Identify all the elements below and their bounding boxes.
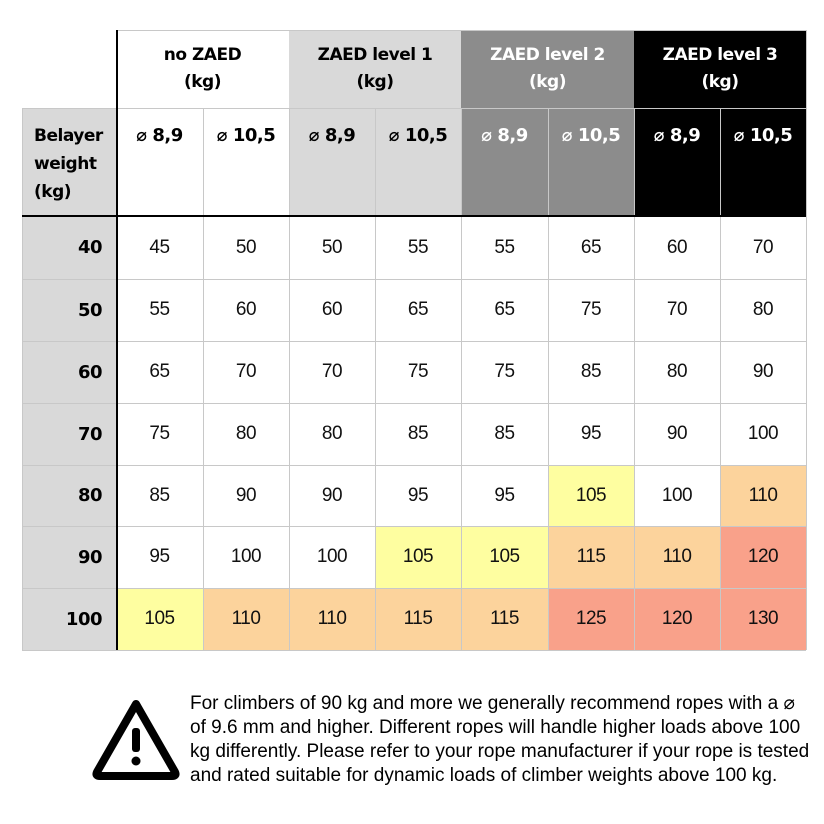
rope-load-cell: 100 bbox=[720, 403, 806, 465]
rope-load-cell: 80 bbox=[203, 403, 289, 465]
rope-load-cell: 110 bbox=[720, 465, 806, 526]
belayer-weight-value: 40 bbox=[22, 216, 116, 279]
rope-load-cell: 115 bbox=[461, 588, 548, 650]
level-header: ZAED level 1 (kg) bbox=[289, 30, 461, 108]
diameter-header: ⌀ 10,5 bbox=[548, 108, 634, 216]
grid-line bbox=[22, 465, 806, 466]
grid-line bbox=[22, 650, 806, 651]
rope-load-cell: 105 bbox=[375, 526, 461, 588]
grid-line bbox=[289, 216, 290, 650]
rope-load-cell: 65 bbox=[461, 279, 548, 341]
rope-load-cell: 90 bbox=[289, 465, 375, 526]
rope-load-cell: 95 bbox=[375, 465, 461, 526]
rope-load-cell: 60 bbox=[203, 279, 289, 341]
rope-load-cell: 60 bbox=[634, 216, 720, 279]
rope-load-cell: 65 bbox=[375, 279, 461, 341]
rope-load-cell: 105 bbox=[461, 526, 548, 588]
grid-line bbox=[203, 216, 204, 650]
grid-line bbox=[806, 30, 807, 650]
rope-load-cell: 110 bbox=[634, 526, 720, 588]
grid-line bbox=[548, 216, 549, 650]
rope-load-cell: 95 bbox=[461, 465, 548, 526]
rope-load-cell: 100 bbox=[289, 526, 375, 588]
rope-load-cell: 65 bbox=[548, 216, 634, 279]
diameter-header: ⌀ 8,9 bbox=[634, 108, 720, 216]
rope-load-cell: 85 bbox=[548, 341, 634, 403]
rope-load-cell: 95 bbox=[116, 526, 203, 588]
rope-load-cell: 115 bbox=[548, 526, 634, 588]
belayer-weight-value: 90 bbox=[22, 526, 116, 588]
diameter-header: ⌀ 8,9 bbox=[289, 108, 375, 216]
grid-line bbox=[116, 108, 806, 109]
rope-load-cell: 80 bbox=[634, 341, 720, 403]
rope-load-cell: 70 bbox=[634, 279, 720, 341]
rope-load-cell: 75 bbox=[375, 341, 461, 403]
grid-line bbox=[22, 526, 806, 527]
rope-load-cell: 85 bbox=[375, 403, 461, 465]
grid-line bbox=[461, 216, 462, 650]
diameter-header: ⌀ 10,5 bbox=[375, 108, 461, 216]
rope-load-cell: 75 bbox=[548, 279, 634, 341]
rope-load-cell: 130 bbox=[720, 588, 806, 650]
grid-line bbox=[22, 108, 23, 650]
grid-line bbox=[22, 341, 806, 342]
grid-line bbox=[548, 108, 549, 216]
rope-load-cell: 85 bbox=[116, 465, 203, 526]
belayer-weight-value: 100 bbox=[22, 588, 116, 650]
grid-line bbox=[116, 30, 118, 650]
rope-load-cell: 90 bbox=[634, 403, 720, 465]
rope-load-cell: 50 bbox=[203, 216, 289, 279]
level-header: no ZAED (kg) bbox=[116, 30, 289, 108]
belayer-weight-header: Belayer weight (kg) bbox=[22, 108, 116, 216]
rope-load-cell: 60 bbox=[289, 279, 375, 341]
rope-load-cell: 120 bbox=[634, 588, 720, 650]
rope-load-cell: 80 bbox=[289, 403, 375, 465]
rope-load-cell: 100 bbox=[203, 526, 289, 588]
rope-load-cell: 70 bbox=[289, 341, 375, 403]
grid-line bbox=[22, 403, 806, 404]
advisory-note: For climbers of 90 kg and more we generally recommend ropes with a ⌀ of 9.6 mm and higher. Different ropes will handle higher loads above 100 kg differently. Please refer to your rope manufacturer if your rope is tested and rated suitable for dynamic loads of climber weights above 100 kg. bbox=[190, 693, 810, 786]
rope-load-cell: 90 bbox=[203, 465, 289, 526]
warning-triangle-icon bbox=[92, 698, 180, 780]
rope-load-cell: 65 bbox=[116, 341, 203, 403]
rope-load-cell: 100 bbox=[634, 465, 720, 526]
diameter-header: ⌀ 8,9 bbox=[116, 108, 203, 216]
level-header: ZAED level 3 (kg) bbox=[634, 30, 806, 108]
rope-load-cell: 75 bbox=[461, 341, 548, 403]
grid-line bbox=[116, 30, 806, 31]
rope-load-cell: 120 bbox=[720, 526, 806, 588]
rope-load-cell: 115 bbox=[375, 588, 461, 650]
rope-load-cell: 70 bbox=[203, 341, 289, 403]
rope-load-cell: 80 bbox=[720, 279, 806, 341]
grid-line bbox=[203, 108, 204, 216]
belayer-weight-value: 60 bbox=[22, 341, 116, 403]
diameter-header: ⌀ 8,9 bbox=[461, 108, 548, 216]
rope-load-cell: 125 bbox=[548, 588, 634, 650]
grid-line bbox=[375, 216, 376, 650]
belayer-weight-value: 50 bbox=[22, 279, 116, 341]
rope-load-cell: 105 bbox=[116, 588, 203, 650]
grid-line bbox=[720, 216, 721, 650]
rope-load-cell: 110 bbox=[203, 588, 289, 650]
rope-load-cell: 55 bbox=[375, 216, 461, 279]
rope-load-cell: 110 bbox=[289, 588, 375, 650]
grid-line bbox=[22, 279, 806, 280]
grid-line bbox=[22, 588, 806, 589]
grid-line bbox=[22, 215, 806, 217]
rope-load-cell: 90 bbox=[720, 341, 806, 403]
grid-line bbox=[461, 108, 462, 216]
rope-load-cell: 70 bbox=[720, 216, 806, 279]
grid-line bbox=[634, 108, 635, 216]
belayer-weight-value: 70 bbox=[22, 403, 116, 465]
rope-load-cell: 50 bbox=[289, 216, 375, 279]
rope-load-cell: 55 bbox=[461, 216, 548, 279]
belayer-weight-value: 80 bbox=[22, 465, 116, 526]
level-header: ZAED level 2 (kg) bbox=[461, 30, 634, 108]
grid-line bbox=[720, 108, 721, 216]
rope-load-cell: 85 bbox=[461, 403, 548, 465]
grid-line bbox=[22, 108, 116, 109]
rope-load-cell: 75 bbox=[116, 403, 203, 465]
diameter-header: ⌀ 10,5 bbox=[720, 108, 806, 216]
diameter-header: ⌀ 10,5 bbox=[203, 108, 289, 216]
rope-load-cell: 95 bbox=[548, 403, 634, 465]
grid-line bbox=[289, 108, 290, 216]
rope-load-cell: 105 bbox=[548, 465, 634, 526]
rope-load-cell: 45 bbox=[116, 216, 203, 279]
grid-line bbox=[634, 216, 635, 650]
grid-line bbox=[375, 108, 376, 216]
rope-load-cell: 55 bbox=[116, 279, 203, 341]
